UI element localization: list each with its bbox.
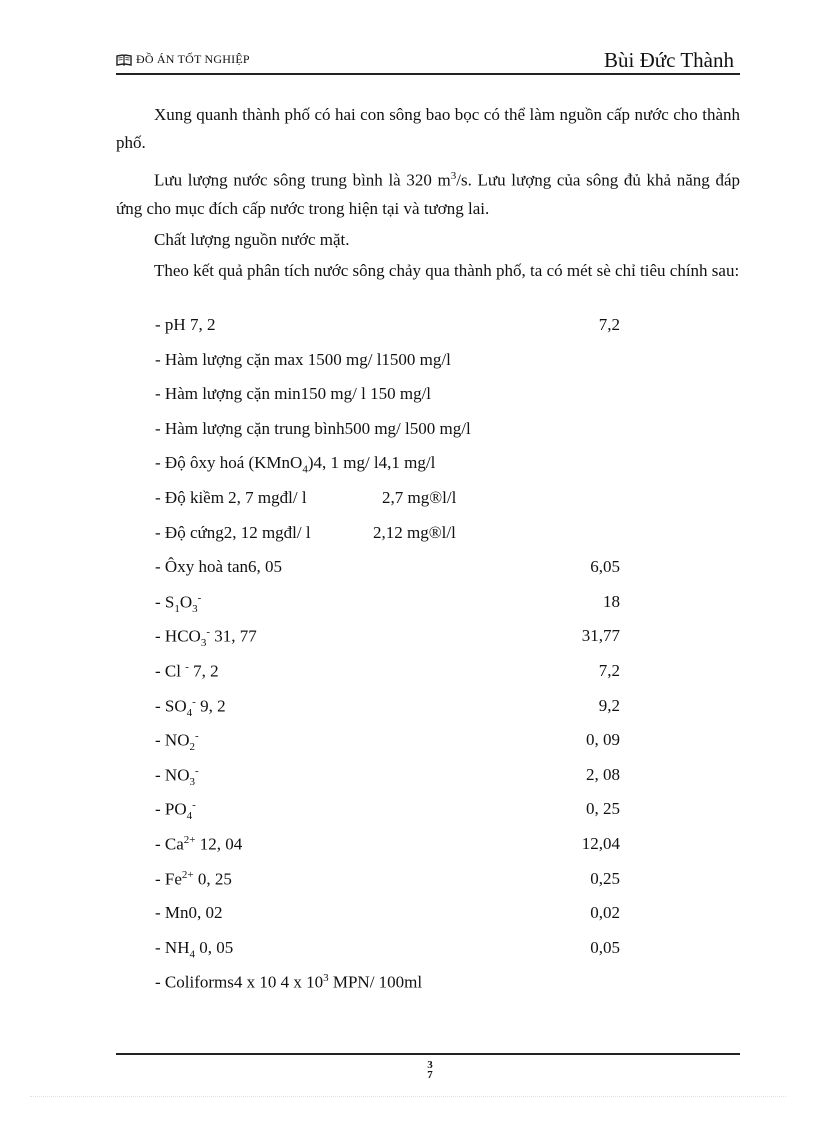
item-sup: 3: [323, 972, 329, 985]
item-text: 0, 25: [193, 869, 232, 889]
paragraph-3: [116, 226, 740, 254]
item-label: - Hàm lượng cặn trung bình500 mg/ l500 mg/l: [155, 418, 471, 438]
item-sub: 2: [189, 741, 195, 754]
item-sub: 1: [174, 602, 180, 615]
item-label: [155, 869, 232, 890]
paragraph-1: [116, 101, 740, 157]
item-text: 7, 2: [188, 661, 219, 681]
item-text: MPN/ 100ml: [328, 972, 423, 992]
item-value: 7,2: [598, 660, 620, 680]
item-text: 12, 04: [195, 834, 243, 854]
item-text: - NH: [155, 937, 190, 957]
item-label: [155, 696, 226, 719]
item-label: - Ôxy hoà tan6, 05: [155, 557, 283, 577]
item-value: 7,2: [598, 315, 620, 334]
item-value: 0,05: [590, 937, 620, 957]
item-text: O: [179, 592, 193, 612]
list-item: [155, 869, 655, 904]
page-number-top: 3: [427, 1059, 433, 1071]
item-sub: 4: [186, 706, 193, 719]
item-value: 0, 09: [586, 730, 620, 750]
list-item: [155, 350, 655, 385]
item-text: - HCO: [155, 627, 201, 646]
item-text: - Fe: [155, 869, 182, 889]
item-value: 2,12 mg®l/l: [373, 522, 456, 542]
indicator-list: [155, 315, 655, 1007]
list-item: [155, 938, 655, 973]
item-text: 0, 05: [194, 937, 234, 957]
list-item: [155, 661, 655, 696]
item-text: - S: [155, 592, 175, 612]
paragraph-4: [116, 257, 740, 285]
list-item: [155, 626, 655, 661]
item-label: [155, 626, 257, 649]
paragraph-4-text: Theo kết quả phân tích nước sông chảy qua thành phố, ta có mét sè chỉ tiêu chính sau:: [154, 261, 740, 280]
item-sup: -: [206, 626, 210, 639]
list-item: [155, 696, 655, 731]
item-text: - PO: [155, 799, 187, 819]
item-label: - Độ cứng2, 12 mgđl/ l: [155, 522, 311, 542]
item-value: 0, 25: [586, 799, 620, 819]
list-item: [155, 799, 655, 834]
item-label: - Hàm lượng cặn max 1500 mg/ l1500 mg/l: [155, 349, 451, 369]
list-item: [155, 453, 655, 488]
item-sup: -: [197, 591, 202, 604]
paragraph-1-text: Xung quanh thành phố có hai con sông bao bọc có thể làm nguồn cấp nước cho thành phố.: [116, 105, 740, 152]
item-sup: 2+: [181, 868, 194, 881]
item-label: - Độ kiềm 2, 7 mgđl/ l: [155, 487, 307, 507]
item-text: 9, 2: [195, 696, 226, 716]
list-item: [155, 557, 655, 592]
header-title: ĐỒ ÁN TỐT NGHIỆP: [136, 52, 250, 66]
item-text: - Coliforms4 x 10 4 x 10: [155, 972, 324, 992]
item-text: - SO: [155, 696, 187, 716]
list-item: [155, 419, 655, 454]
paragraph-2-sup: 3: [450, 170, 457, 182]
item-sub: 3: [200, 637, 207, 650]
page-number: [424, 1060, 436, 1080]
item-text: - Ca: [155, 834, 184, 854]
item-label: [155, 592, 201, 615]
paragraph-2-text-b: /s. Lưu lượng của sông đủ khả năng đáp ứng cho mục đích cấp nước trong hiện tại và tương lai.: [116, 170, 740, 218]
item-text: - Độ ôxy hoá (KMnO: [155, 453, 303, 473]
item-sup: -: [194, 764, 199, 777]
footer-rule: [116, 1053, 740, 1055]
list-item: [155, 834, 655, 869]
item-value: 12,04: [581, 833, 620, 853]
header-rule: [116, 73, 740, 75]
item-label: - pH 7, 2: [155, 315, 216, 334]
item-text: )4, 1 mg/ l4,1 mg/l: [307, 453, 436, 473]
item-sup: 2+: [183, 833, 196, 846]
list-item: [155, 315, 655, 350]
page-number-bottom: 7: [427, 1069, 433, 1081]
item-label: [155, 661, 219, 682]
item-label: [155, 730, 199, 753]
paragraph-2: [116, 162, 740, 223]
item-value: 0,25: [590, 868, 620, 888]
paragraph-2-text-a: Lưu lượng nước sông trung bình là 320 m: [154, 170, 451, 190]
item-value: 6,05: [590, 557, 620, 577]
running-header: [116, 52, 250, 67]
list-item: [155, 488, 655, 523]
list-item: [155, 592, 655, 627]
item-sub: 4: [186, 810, 193, 823]
item-value: 9,2: [598, 695, 620, 715]
item-label: [155, 938, 233, 960]
item-value: 2,7 mg®l/l: [382, 487, 457, 507]
list-item: [155, 730, 655, 765]
item-label: - Mn0, 02: [155, 903, 223, 923]
item-value: 31,77: [581, 626, 620, 646]
list-item: [155, 523, 655, 558]
item-sup: -: [192, 695, 196, 708]
list-item: [155, 972, 655, 1007]
item-label: [155, 799, 196, 822]
list-item: [155, 765, 655, 800]
item-sub: 3: [189, 775, 195, 788]
item-label: - Hàm lượng cặn min150 mg/ l 150 mg/l: [155, 384, 432, 404]
item-text: - NO: [155, 765, 190, 785]
item-value: 0,02: [590, 903, 620, 923]
list-item: [155, 384, 655, 419]
item-sub: 4: [189, 948, 195, 961]
item-value: 18: [603, 591, 620, 611]
page-edge-divider: [30, 1096, 786, 1097]
item-sup: -: [185, 660, 189, 673]
item-sub: 4: [302, 463, 308, 476]
item-label: [155, 834, 242, 855]
item-text: 31, 77: [209, 627, 257, 646]
item-label: [155, 972, 422, 993]
header-author: Bùi Đức Thành: [604, 48, 734, 72]
item-label: [155, 453, 435, 475]
item-value: 2, 08: [586, 764, 620, 784]
item-text: - NO: [155, 730, 190, 750]
item-label: [155, 765, 199, 788]
item-sub: 3: [192, 602, 198, 615]
item-sup: -: [192, 799, 196, 812]
list-item: [155, 903, 655, 938]
item-sup: -: [194, 730, 199, 743]
paragraph-3-text: Chất lượng nguồn nước mặt.: [154, 230, 350, 249]
item-text: - Cl: [155, 661, 186, 681]
book-icon: [116, 54, 132, 66]
